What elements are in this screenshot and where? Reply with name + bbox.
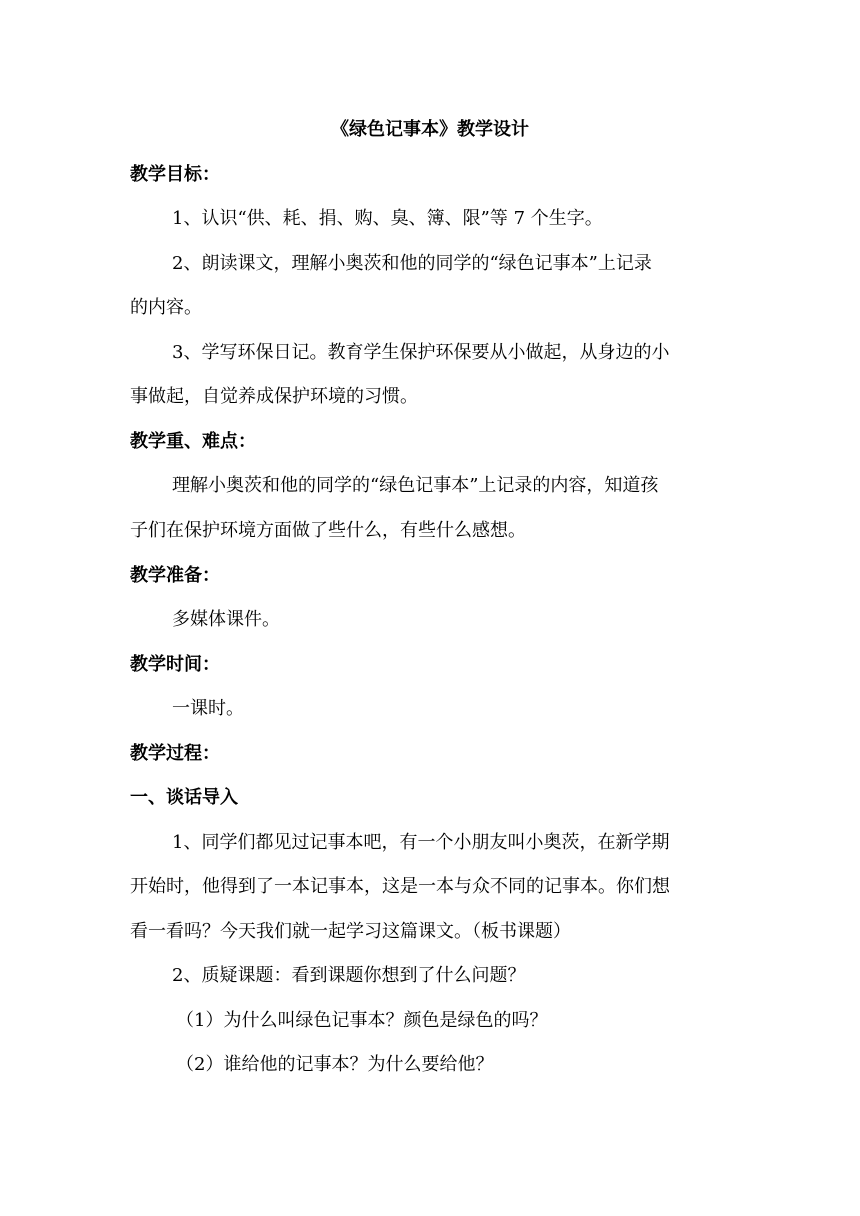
objectives-heading: 教学目标： — [130, 164, 220, 185]
section-1-paragraph-1-line-1: 1、同学们都见过记事本吧，有一个小朋友叫小奥茨，在新学期 — [172, 832, 670, 853]
document-title: 《绿色记事本》教学设计 — [331, 119, 529, 140]
section-1-paragraph-1-line-3: 看一看吗？今天我们就一起学习这篇课文。（板书课题） — [130, 921, 571, 942]
section-1-heading: 一、谈话导入 — [130, 787, 238, 808]
objective-item-3-line-2: 事做起，自觉养成保护环境的习惯。 — [130, 386, 418, 407]
objective-item-2-line-1: 2、朗读课文，理解小奥茨和他的同学的“绿色记事本”上记录 — [172, 253, 652, 274]
objective-item-3-line-1: 3、学写环保日记。教育学生保护环保要从小做起，从身边的小 — [172, 342, 670, 363]
time-text: 一课时。 — [172, 698, 244, 719]
preparation-text: 多媒体课件。 — [172, 609, 280, 630]
objective-item-1: 1、认识“供、耗、捐、购、臭、簿、限”等 7 个生字。 — [172, 208, 603, 229]
section-1-paragraph-2: 2、质疑课题：看到课题你想到了什么问题？ — [172, 965, 526, 986]
time-heading: 教学时间： — [130, 654, 220, 675]
section-1-paragraph-1-line-2: 开始时，他得到了一本记事本，这是一本与众不同的记事本。你们想 — [130, 876, 670, 897]
key-points-line-1: 理解小奥茨和他的同学的“绿色记事本”上记录的内容，知道孩 — [172, 475, 659, 496]
objective-item-2-line-2: 的内容。 — [130, 297, 202, 318]
process-heading: 教学过程： — [130, 743, 220, 764]
question-2: （2）谁给他的记事本？为什么要给他？ — [176, 1054, 494, 1075]
question-1: （1）为什么叫绿色记事本？颜色是绿色的吗？ — [176, 1010, 548, 1031]
key-points-heading: 教学重、难点： — [130, 431, 256, 452]
key-points-line-2: 子们在保护环境方面做了些什么，有些什么感想。 — [130, 520, 526, 541]
preparation-heading: 教学准备： — [130, 565, 220, 586]
